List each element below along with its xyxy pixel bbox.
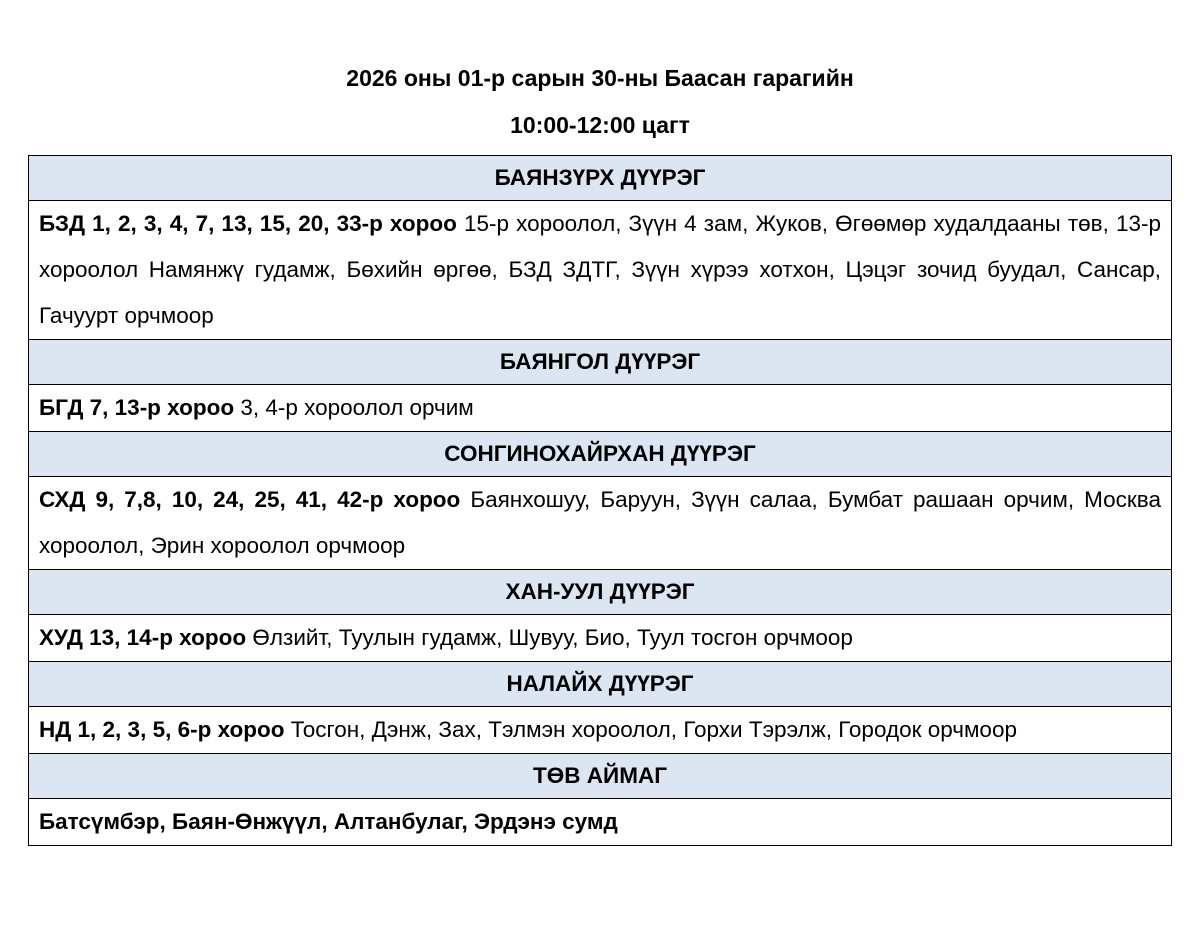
outage-schedule-table [28,155,1172,846]
location-list: Баянхошуу, Баруун, Зүүн салаа, Бумбат рашаан орчим, Москва хороолол, Эрин хороолол орчмоор [39,487,1161,558]
district-header-row [29,754,1172,799]
district-detail-khan-uul [29,615,1172,662]
district-header-row [29,432,1172,477]
district-detail-row [29,201,1172,340]
location-list: 15-р хороолол, Зүүн 4 зам, Жуков, Өгөөмөр худалдааны төв, 13-р хороолол Намянжү гудамж, Бөхийн өргөө, БЗД ЗДТГ, Зүүн хүрээ хотхон, Цэцэг зочид буудал, Сансар, Гачуурт орчмоор [39,211,1161,328]
district-detail-tuv-aimag [29,799,1172,846]
district-header-row [29,570,1172,615]
district-detail-bayangol [29,385,1172,432]
horoo-list: НД 1, 2, 3, 5, 6-р хороо [39,717,285,742]
district-detail-row [29,615,1172,662]
district-name-bayangol: БАЯНГОЛ ДҮҮРЭГ [29,340,1172,385]
district-detail-bayanzurkh [29,201,1172,340]
district-detail-nalaikh [29,707,1172,754]
district-name-songinokhairkhan: СОНГИНОХАЙРХАН ДҮҮРЭГ [29,432,1172,477]
horoo-list: СХД 9, 7,8, 10, 24, 25, 41, 42-р хороо [39,487,461,512]
district-name-khan-uul: ХАН-УУЛ ДҮҮРЭГ [29,570,1172,615]
district-detail-row [29,385,1172,432]
district-name-bayanzurkh: БАЯНЗҮРХ ДҮҮРЭГ [29,156,1172,201]
notice-time-line: 10:00-12:00 цагт [510,112,690,138]
district-header-row [29,662,1172,707]
district-detail-row [29,477,1172,570]
location-list: Өлзийт, Туулын гудамж, Шувуу, Био, Туул тосгон орчмоор [246,625,853,650]
district-detail-songinokhairkhan [29,477,1172,570]
notice-date-line: 2026 оны 01-р сарын 30-ны Баасан гарагийн [346,65,854,91]
district-name-nalaikh: НАЛАЙХ ДҮҮРЭГ [29,662,1172,707]
location-list: 3, 4-р хороолол орчим [234,395,474,420]
district-detail-row [29,799,1172,846]
district-header-row [29,156,1172,201]
horoo-list: ХУД 13, 14-р хороо [39,625,247,650]
horoo-list: БГД 7, 13-р хороо [39,395,235,420]
district-name-tuv-aimag: ТӨВ АЙМАГ [29,754,1172,799]
district-detail-row [29,707,1172,754]
soum-list: Батсүмбэр, Баян-Өнжүүл, Алтанбулаг, Эрдэнэ сумд [39,809,618,834]
location-list: Тосгон, Дэнж, Зах, Тэлмэн хороолол, Горхи Тэрэлж, Городок орчмоор [284,717,1017,742]
district-header-row [29,340,1172,385]
horoo-list: БЗД 1, 2, 3, 4, 7, 13, 15, 20, 33-р хороо [39,211,457,236]
